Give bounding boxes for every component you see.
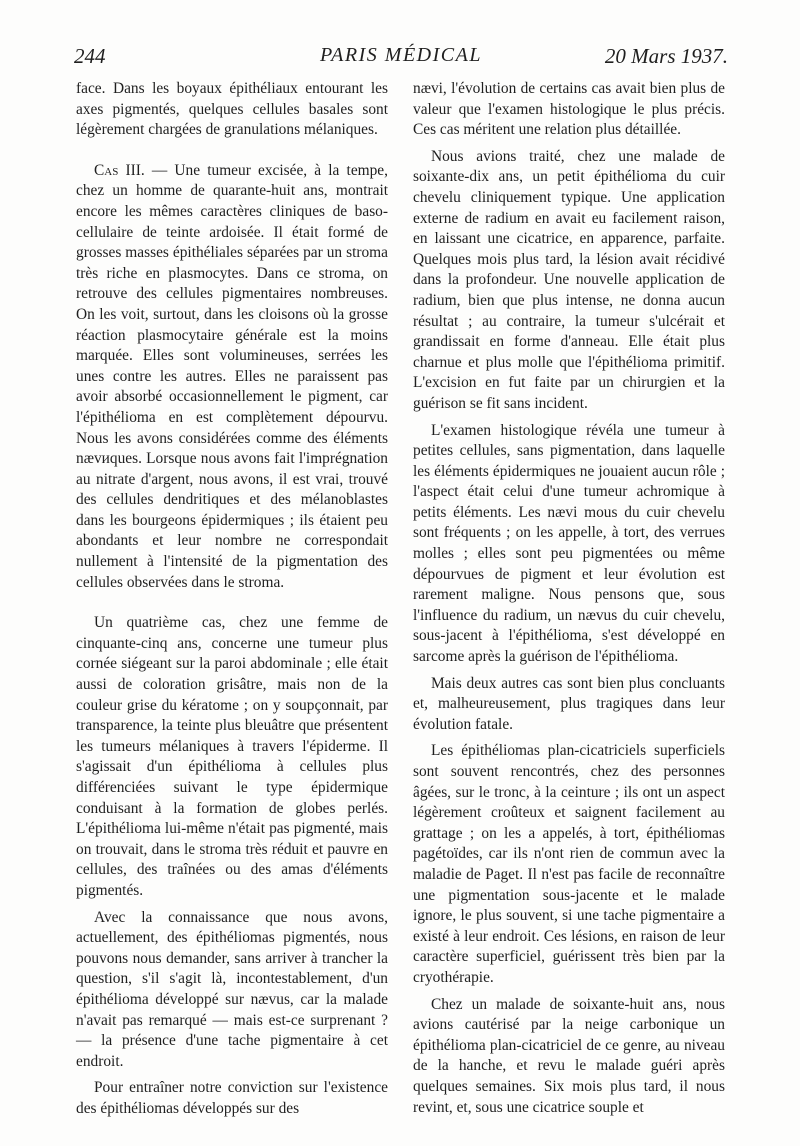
paragraph: nævi, l'évolution de certains cas avait bien plus de valeur que l'examen histologique le plus précis. Ces cas méritent une relation plus détaillée. bbox=[413, 80, 725, 139]
case-text: — Une tumeur excisée, à la tempe, chez un homme de quarante-huit ans, montrait encore les mêmes caractères cliniques de baso-cellulaire de teinte ardoisée. Il était formé de grosses masses épithéliales séparées par un stroma très riche en plasmocytes. Dans ce stroma, on retrouve des cellules pigmentaires nombreuses. On les voit, surtout, dans les cloisons où la grosse réaction plasmocytaire générale est la moins marquée. Elles sont volumineuses, serrées les unes contre les autres. Elles ne paraissent pas avoir absorbé occasionnellement le pigment, car l'épithélioma en est complètement dépourvu. Nous les avons considérées comme des éléments nævиques. Lorsque nous avons fait l'imprégnation au nitrate d'argent, nous avons, il est vrai, trouvé des cellules dendritiques et des mélanoblastes dans les bourgeons épidermiques ; ils étaient peu abondants et leur nombre ne correspondait nullement à l'intensité de la pigmentation des cellules observées dans le stroma. bbox=[76, 161, 388, 591]
paragraph-cas-iii bbox=[76, 161, 388, 593]
paragraph: Mais deux autres cas sont bien plus concluants et, malheureusement, plus tragiques dans leur évolution fatale. bbox=[413, 674, 725, 733]
paragraph: L'examen histologique révéla une tumeur à petites cellules, sans pigmentation, dans laquelle les éléments épidermiques ne jouaient aucun rôle ; l'aspect était celui d'une tumeur achromique à petits éléments. Les nævi mous du cuir chevelu sont fréquents ; on les appelle, à tort, des verrues molles ; elles sont peu pigmentées ou même dépourvues de pigment et leur évolution est rarement maligne. Nous pensons que, sous l'influence du radium, un nævus du cuir chevelu, sous-jacent à l'épithélioma, s'est développé en sarcome après la guérison de l'épithélioma. bbox=[413, 421, 725, 666]
issue-date: 20 Mars 1937. bbox=[604, 44, 728, 68]
page-header bbox=[74, 44, 728, 74]
page-number: 244 bbox=[74, 44, 106, 68]
right-column bbox=[413, 79, 725, 1118]
journal-title: PARIS MÉDICAL bbox=[320, 44, 482, 66]
paragraph: Chez un malade de soixante-huit ans, nous avions cautérisé par la neige carbonique un épithélioma plan-cicatriciel de ce genre, au niveau de la hanche, et revu le malade guéri après quelques semaines. Six mois plus tard, il nous revint, et, sous une cicatrice souple et bbox=[413, 995, 725, 1116]
paragraph: face. Dans les boyaux épithéliaux entourant les axes pigmentés, quelques cellules basales sont légèrement chargées de granulations mélaniques. bbox=[76, 80, 388, 139]
case-label: Cas III. bbox=[94, 161, 145, 179]
paragraph: Avec la connaissance que nous avons, actuellement, des épithéliomas pigmentés, nous pouvons nous demander, sans arriver à trancher la question, s'il s'agit là, incontestablement, d'un épithélioma développé sur nævus, car la malade n'avait pas remarqué — mais est-ce surprenant ? — la présence d'une tache pigmentaire à cet endroit. bbox=[76, 908, 388, 1070]
paragraph: Pour entraîner notre conviction sur l'existence des épithéliomas développés sur des bbox=[76, 1079, 388, 1117]
paragraph: Nous avions traité, chez une malade de soixante-dix ans, un petit épithélioma du cuir chevelu cliniquement typique. Une application externe de radium en avait eu facilement raison, en laissant une cicatrice, en apparence, parfaite. Quelques mois plus tard, la lésion avait récidivé dans la profondeur. Une nouvelle application de radium, bien que plus intense, ne donna aucun résultat ; au contraire, la tumeur s'ulcérait et grandissait en forme d'anneau. Elle était plus charnue et plus molle que l'épithélioma primitif. L'excision en fut faite par un chirurgien et la guérison se fit sans incident. bbox=[413, 147, 725, 412]
paragraph: Les épithéliomas plan-cicatriciels superficiels sont souvent rencontrés, chez des personnes âgées, sur le tronc, à la ceinture ; ils ont un aspect légèrement croûteux et saignent facilement au grattage ; on les a appelés, à tort, épithéliomas pagétoïdes, car ils n'ont rien de commun avec la maladie de Paget. Il n'est pas facile de reconnaître une pigmentation sous-jacente et le malade ignore, le plus souvent, si une tache pigmentaire a existé à leur endroit. Ces lésions, en raison de leur caractère superficiel, guérissent très bien par la cryothérapie. bbox=[413, 742, 725, 986]
paragraph: Un quatrième cas, chez une femme de cinquante-cinq ans, concerne une tumeur plus cornée siégeant sur la paroi abdominale ; elle était aussi de coloration grisâtre, mais non de la couleur grise du kératome ; on y soupçonnait, par transparence, la teinte plus bleuâtre que présentent les tumeurs mélaniques à travers l'épiderme. Il s'agissait d'un épithélioma à cellules plus différenciées suivant le type épidermique conduisant à la formation de globes perlés. L'épithélioma lui-même n'était pas pigmenté, mais on trouvait, dans le stroma très réduit et pauvre en cellules, des traînées ou des amas d'éléments pigmentés. bbox=[76, 614, 388, 899]
left-column bbox=[76, 79, 388, 1120]
